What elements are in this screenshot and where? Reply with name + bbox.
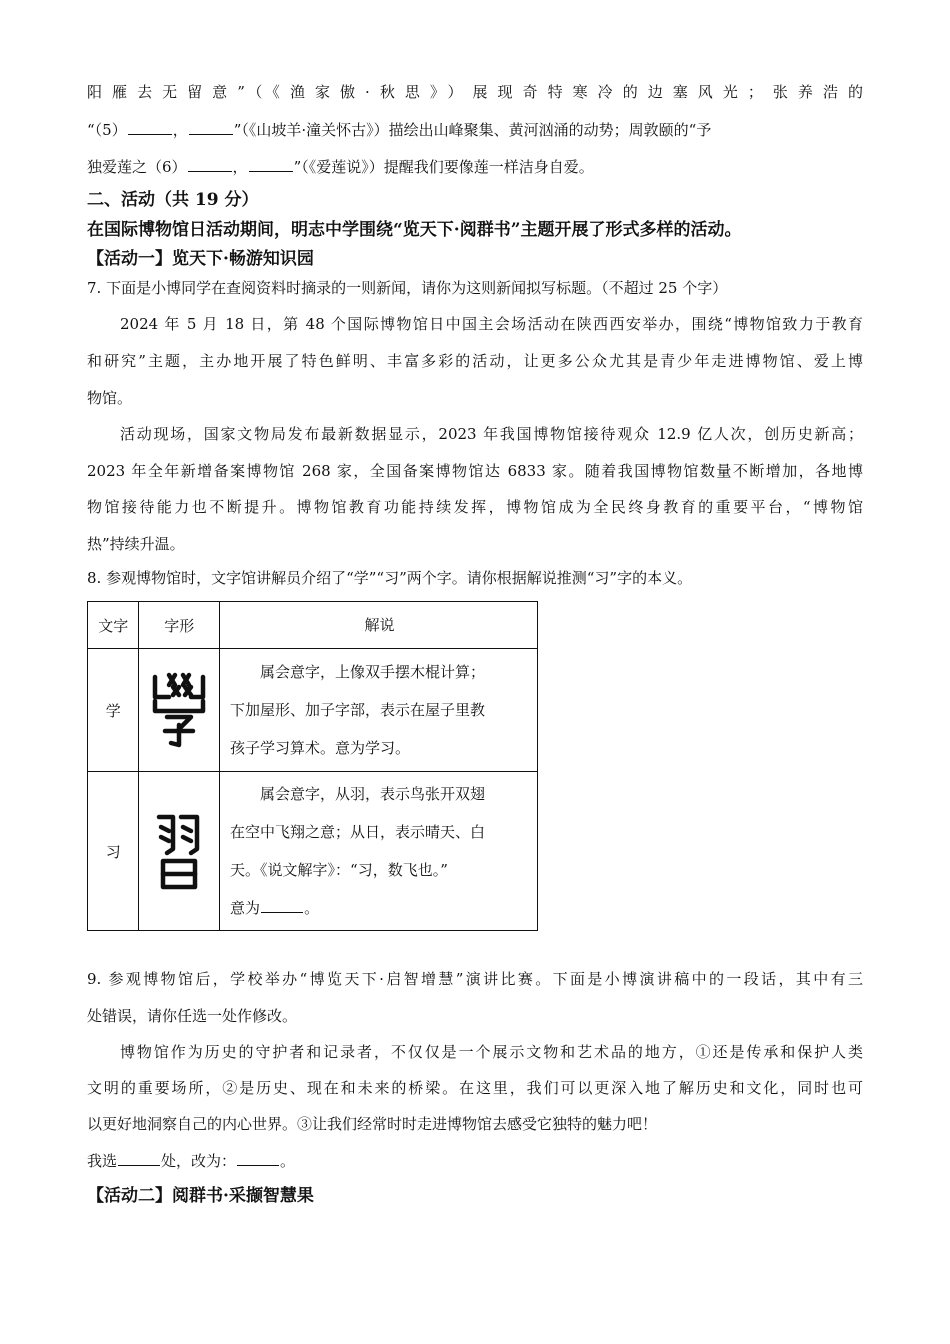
explain-cell-xi [220,772,538,931]
q7-news-p1-line-1: 2024 年 5 月 18 日，第 48 个国际博物馆日中国主会场活动在陕西西安举办，围绕“博物馆致力于教育 [120,315,863,333]
answer-blank[interactable] [118,1151,160,1166]
q9-answer-part-c: 。 [280,1152,296,1170]
explain-cell-xue [220,649,538,772]
activity-1-heading: 【活动一】览天下·畅游知识园 [87,249,314,269]
poem-line-2 [87,120,863,140]
explain-xi-line-2: 在空中飞翔之意；从日，表示晴天、白 [230,823,486,841]
glyph-cell-xue [139,649,220,772]
poem-line-2-part-a: “（5） [87,121,127,139]
poem-line-2-part-c: ”（《山坡羊·潼关怀古》）描绘出山峰聚集、黄河汹涌的动势；周敦颐的“予 [233,121,712,139]
header-cell-char: 文字 [88,602,139,649]
table-row [88,772,538,931]
answer-blank[interactable] [261,898,303,913]
explain-xue-line-2: 下加屋形、加子字部，表示在屋子里教 [230,701,486,719]
answer-blank[interactable] [189,120,233,135]
poem-line-2-part-b: ， [172,121,188,139]
q9-passage-line-1: 博物馆作为历史的守护者和记录者，不仅仅是一个展示文物和艺术品的地方，①还是传承和保护人类 [120,1043,863,1061]
poem-line-3 [87,157,863,177]
answer-blank[interactable] [237,1151,279,1166]
poem-line-1: 阳雁去无留意”（《渔家傲·秋思》）展现奇特寒冷的边塞风光；张养浩的 [87,83,863,101]
section-heading: 二、活动（共 19 分） [87,190,259,210]
q9-answer-part-a: 我选 [87,1152,118,1170]
q7-news-p2-line-1: 活动现场，国家文物局发布最新数据显示，2023 年我国博物馆接待观众 12.9 亿人次，创历史新高； [120,425,863,443]
q8-prompt: 8. 参观博物馆时，文字馆讲解员介绍了“学”“习”两个字。请你根据解说推测“习”字的本义。 [87,569,693,587]
seal-script-xue-glyph-icon [149,671,209,749]
answer-blank[interactable] [128,120,172,135]
poem-line-3-part-c: ”（《爱莲说》）提醒我们要像莲一样洁身自爱。 [293,158,594,176]
explain-xi-line-3: 天。《说文解字》：“习，数飞也。” [230,861,448,879]
q9-answer-line [87,1151,863,1171]
explain-xi-line-4 [230,889,529,927]
character-table [87,601,538,931]
seal-script-xi-glyph-icon [153,809,205,893]
header-cell-explain: 解说 [220,602,538,649]
activity-2-heading: 【活动二】阅群书·采撷智慧果 [87,1186,314,1206]
q9-answer-part-b: 处，改为： [161,1152,237,1170]
char-cell-xi: 习 [88,772,139,931]
table-header-row [88,602,538,649]
q7-news-p2-line-3: 物馆接待能力也不断提升。博物馆教育功能持续发挥，博物馆成为全民终身教育的重要平台，“博物馆 [87,498,863,516]
q9-prompt-line-2: 处错误，请你任选一处作修改。 [87,1007,298,1025]
q7-prompt: 7. 下面是小博同学在查阅资料时摘录的一则新闻，请你为这则新闻拟写标题。（不超过 25 个字） [87,279,728,297]
answer-blank[interactable] [188,157,232,172]
q7-news-p2-line-2: 2023 年全年新增备案博物馆 268 家，全国备案博物馆达 6833 家。随着我国博物馆数量不断增加，各地博 [87,462,863,480]
section-intro: 在国际博物馆日活动期间，明志中学围绕“览天下·阅群书”主题开展了形式多样的活动。 [87,220,742,240]
q7-news-p2-line-4: 热”持续升温。 [87,535,185,553]
q9-prompt-line-1: 9. 参观博物馆后，学校举办“博览天下·启智增慧”演讲比赛。下面是小博演讲稿中的一段话，其中有三 [87,970,863,988]
table-row [88,649,538,772]
q7-news-p1-line-2: 和研究”主题，主办地开展了特色鲜明、丰富多彩的活动，让更多公众尤其是青少年走进博物馆、爱上博 [87,352,863,370]
explain-xi-line-1: 属会意字，从羽，表示鸟张开双翅 [260,785,486,803]
header-cell-glyph: 字形 [139,602,220,649]
explain-xi-line-4-b: 。 [304,899,320,917]
explain-xue-line-1: 属会意字，上像双手摆木棍计算； [260,663,486,681]
poem-line-3-part-b: ， [232,158,248,176]
poem-line-3-part-a: 独爱莲之（6） [87,158,187,176]
q7-news-p1-line-3: 物馆。 [87,389,133,407]
glyph-cell-xi [139,772,220,931]
q9-passage-line-2: 文明的重要场所，②是历史、现在和未来的桥梁。在这里，我们可以更深入地了解历史和文化，同时也可 [87,1079,863,1097]
q9-passage-line-3: 以更好地洞察自己的内心世界。③让我们经常时时走进博物馆去感受它独特的魅力吧！ [87,1115,658,1133]
char-cell-xue: 学 [88,649,139,772]
explain-xi-line-4-a: 意为 [230,899,261,917]
answer-blank[interactable] [249,157,293,172]
explain-xue-line-3: 孩子学习算术。意为学习。 [230,739,411,757]
